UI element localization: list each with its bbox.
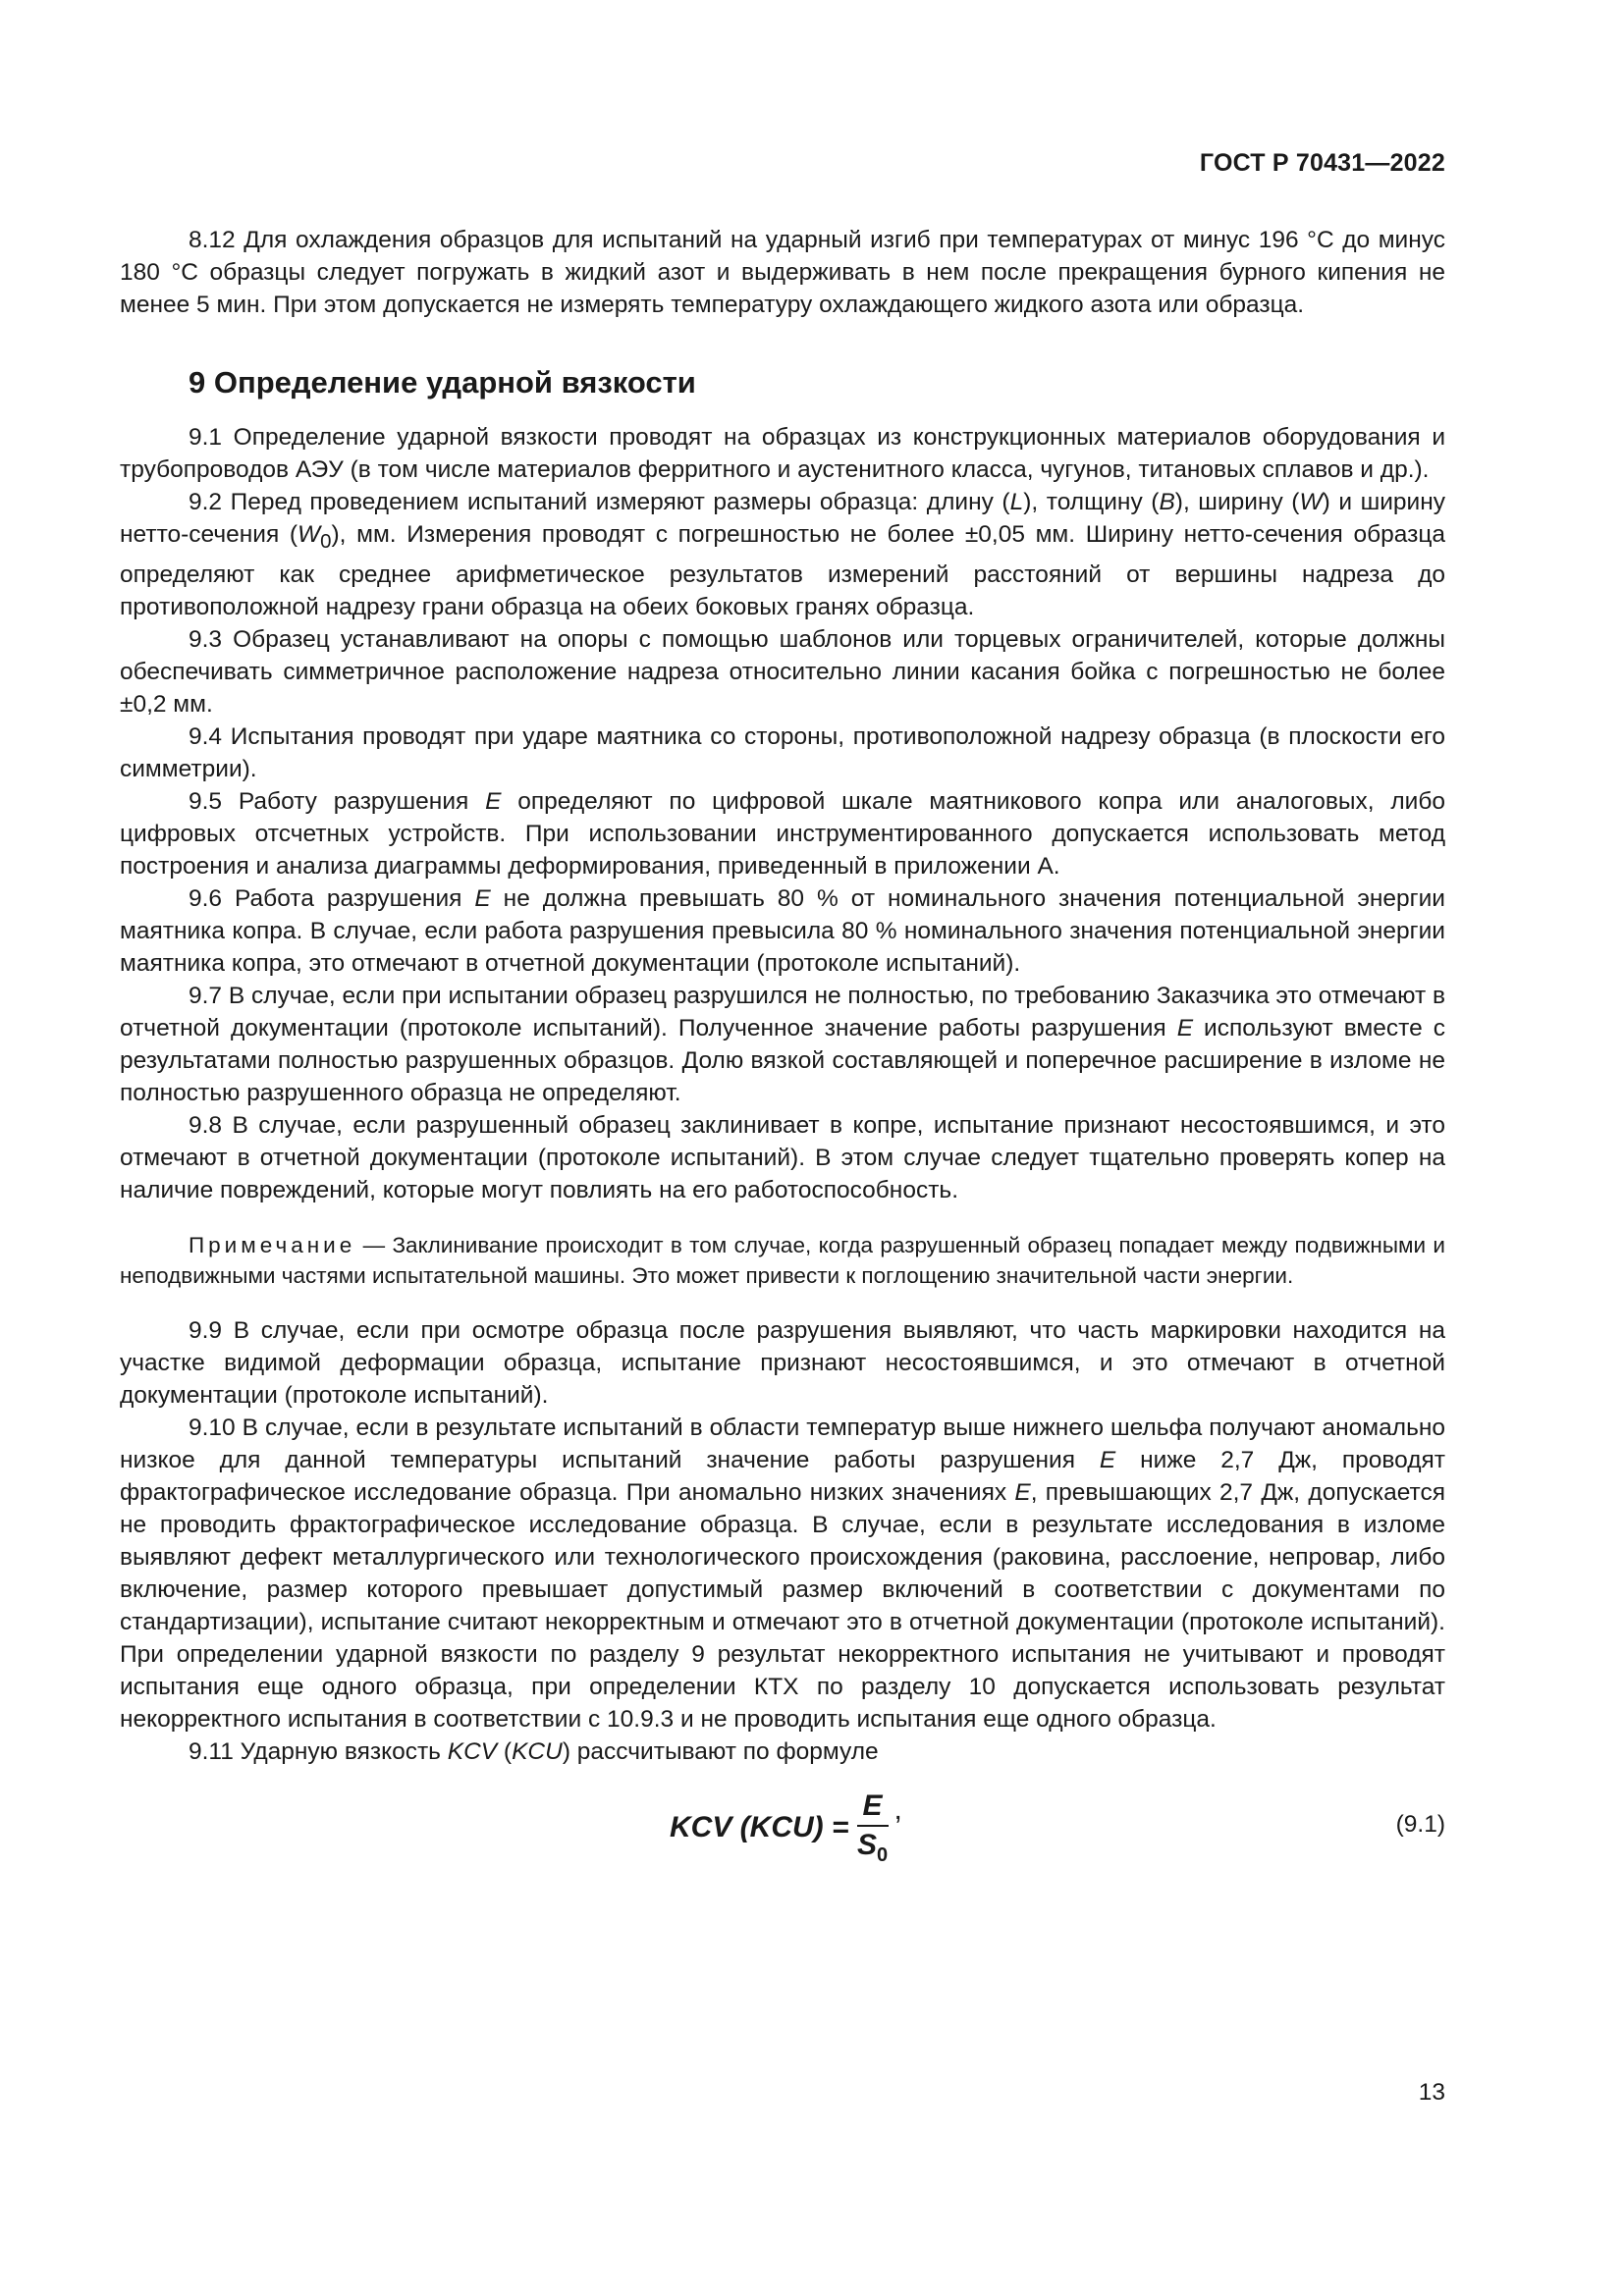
paragraph-9-6: 9.6 Работа разрушения E не должна превышать 80 % от номинального значения потенциальной энергии маятника копра. В случае, если работа разрушения превысила 80 % номинального значения потенциальной энергии маятника копра, это отмечают в отчетной документации (протоколе испытаний). [120, 884, 1445, 977]
paragraph-9-10: 9.10 В случае, если в результате испытаний в области температур выше нижнего шельфа получают аномально низкое для данной температуры испытаний значение работы разрушения E ниже 2,7 Дж, проводят фрактографическое исследование образца. При аномально низких значениях E, превышающих 2,7 Дж, допускается не проводить фрактографическое исследование образца. В случае, если в результате исследования в изломе выявляют дефект металлургического или технологического происхождения (раковина, расслоение, непровар, либо включение, размер которого превышает допустимый размер включений в соответствии с документами по стандартизации), испытание считают некорректным и отмечают это в отчетной документации (протоколе испытаний). При определении ударной вязкости по разделу 9 результат некорректного испытания не учитывают и проводят испытания еще одного образца, при определении КТХ по разделу 10 допускается использовать результат некорректного испытания в соответствии с 10.9.3 и не проводить испытания еще одного образца. [120, 1414, 1446, 1733]
paragraph-9-4: 9.4 Испытания проводят при ударе маятника со стороны, противоположной надрезу образца (в плоскости его симметрии). [120, 722, 1445, 782]
formula-fraction [857, 1789, 889, 1867]
paragraph-9-9: 9.9 В случае, если при осмотре образца после разрушения выявляют, что часть маркировки находится на участке видимой деформации образца, испытание признают несостоявшимся, и это отмечают в отчетной документации (протоколе испытаний). [120, 1316, 1445, 1409]
paragraph-9-2: 9.2 Перед проведением испытаний измеряют размеры образца: длину (L), толщину (B), ширину (W) и ширину нетто-сечения $(W_0)$, мм. Измерения проводят с погрешностью не более ±0,05 мм. Ширину нетто-сечения образца определяют как среднее арифметическое результатов измерений расстояний от вершины надреза до противоположной надрезу грани образца на обеих боковых гранях образца. [120, 489, 1445, 620]
note-text: — Заклинивание происходит в том случае, когда разрушенный образец попадает между подвижными и неподвижными частями испытательной машины. Это может привести к поглощению значительной части энергии. [120, 1232, 1445, 1288]
section-title: 9 Определение ударной вязкости [189, 365, 696, 400]
page-number: 13 [1418, 2079, 1445, 2106]
formula-expression [670, 1789, 902, 1867]
paragraph-9-11: 9.11 Ударную вязкость KCV (KCU) рассчитывают по формуле [189, 1737, 879, 1765]
note [120, 1230, 1445, 1291]
page-body [120, 224, 1445, 1892]
paragraph-9-3: 9.3 Образец устанавливают на опоры с помощью шаблонов или торцевых ограничителей, которые должны обеспечивать симметричное расположение надреза относительно линии касания бойка с погрешностью не более ±0,2 мм. [120, 625, 1445, 718]
paragraph-9-5: 9.5 Работу разрушения E определяют по цифровой шкале маятникового копра или аналоговых, либо цифровых отсчетных устройств. При использовании инструментированного допускается использовать метод построения и анализа диаграммы деформирования, приведенный в приложении А. [120, 787, 1445, 880]
formula-denominator: $S_0$ [856, 1828, 889, 1866]
note-label: Примечание [189, 1232, 356, 1257]
paragraph-9-7: 9.7 В случае, если при испытании образец разрушился не полностью, по требованию Заказчика это отмечают в отчетной документации (протоколе испытаний). Полученное значение работы разрушения E используют вместе с результатами полностью разрушенных образцов. Долю вязкой составляющей и поперечное расширение в изломе не полностью разрушенного образца не определяют. [120, 982, 1445, 1106]
document-header: ГОСТ Р 70431—2022 [1199, 149, 1445, 177]
paragraph-9-1: 9.1 Определение ударной вязкости проводят на образцах из конструкционных материалов оборудования и трубопроводов АЭУ (в том числе материалов ферритного и аустенитного класса, чугунов, титановых сплавов и др.). [120, 424, 1445, 483]
formula-9-1 [120, 1784, 1445, 1892]
paragraph-8-12: 8.12 Для охлаждения образцов для испытаний на ударный изгиб при температурах от минус 196 °С до минус 180 °С образцы следует погружать в жидкий азот и выдерживать в нем после прекращения бурного кипения не менее 5 мин. При этом допускается не измерять температуру охлаждающего жидкого азота или образца. [120, 227, 1445, 318]
paragraph-9-8: 9.8 В случае, если разрушенный образец заклинивает в копре, испытание признают несостоявшимся, и это отмечают в отчетной документации (протоколе испытаний). В этом случае следует тщательно проверять копер на наличие повреждений, которые могут повлиять на его работоспособность. [120, 1111, 1445, 1203]
formula-numerator: E [857, 1789, 889, 1827]
formula-lhs: KCV (KCU) = [670, 1811, 849, 1844]
formula-comma: , [893, 1792, 902, 1826]
formula-number: (9.1) [1395, 1810, 1445, 1838]
